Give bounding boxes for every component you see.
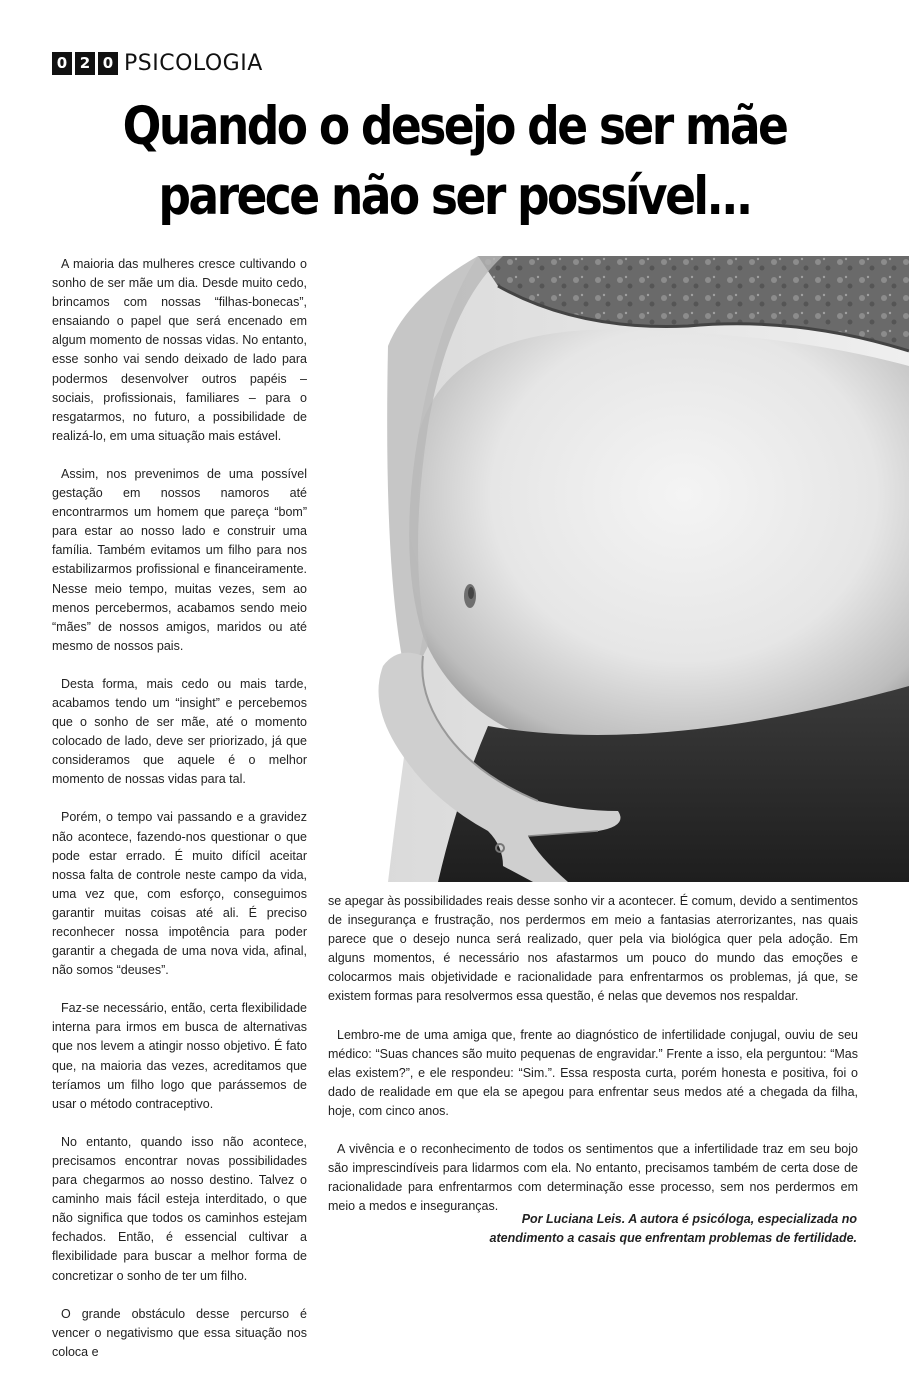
- paragraph: Porém, o tempo vai passando e a gravidez não acontece, fazendo-nos questionar o que pode estar errado. É muito difícil aceitar nossa falta de controle neste campo da vida, uma vez que, com esforço, conseguimos garantir muitas coisas até ali. É preciso reconhecer nossa impotência para poder garantir a chegada de uma nova vida, afinal, não somos “deuses”.: [52, 810, 307, 978]
- author-line-1: Por Luciana Leis. A autora é psicóloga, especializada no: [521, 1212, 857, 1226]
- right-column: [328, 892, 858, 1235]
- author-line-2: atendimento a casais que enfrentam problemas de fertilidade.: [489, 1231, 857, 1245]
- paragraph: Faz-se necessário, então, certa flexibilidade interna para irmos em busca de alternativas que nos levem a atingir nosso objetivo. É fato que, na maioria das vezes, acreditamos que teríamos um filho logo que parássemos de usar o método contraceptivo.: [52, 1001, 307, 1111]
- paragraph: No entanto, quando isso não acontece, precisamos encontrar novas possibilidades para chegarmos ao nosso destino. Talvez o caminho mais fácil esteja interditado, o que não significa que todos os caminhos estejam fechados. Então, é essencial cultivar a flexibilidade para buscar a melhor forma de concretizar o sonho de ter um filho.: [52, 1134, 307, 1283]
- title-line-2: parece não ser possível...: [158, 166, 751, 227]
- author-credit: [397, 1210, 857, 1248]
- left-column: [52, 255, 307, 1381]
- section-header: [52, 52, 263, 75]
- paragraph: Desta forma, mais cedo ou mais tarde, acabamos tendo um “insight” e percebemos que o sonho de ser mãe, até o momento colocado de lado, deve ser priorizado, já que consideramos que aquele é o melhor momento de nossas vidas para tal.: [52, 676, 307, 787]
- paragraph: Assim, nos prevenimos de uma possível gestação em nossos namoros até encontrarmos um homem que pareça “bom” para estar ao nosso lado e construir uma família. Também evitamos um filho para nos estabilizarmos profissional e financeiramente. Nesse meio tempo, muitas vezes, sem ao menos percebermos, acabamos sendo meio “mães” de nossos amigos, maridos ou até mesmo de nossos pais.: [52, 466, 307, 653]
- title-line-1: Quando o desejo de ser mãe: [122, 96, 787, 157]
- paragraph: A maioria das mulheres cresce cultivando o sonho de ser mãe um dia. Desde muito cedo, brincamos com nossas “filhas-bonecas”, ensaiando o papel que será encenado em algum momento de nossas vidas. No entanto, esse sonho vai sendo deixado de lado para podermos desenvolver outros papéis – sociais, profissionais, familiares – para o resgatarmos, no futuro, a possibilidade de realizá-lo, em uma situação mais estável.: [52, 257, 307, 443]
- page-number-digit: 2: [75, 52, 95, 75]
- paragraph: Lembro-me de uma amiga que, frente ao diagnóstico de infertilidade conjugal, ouviu de seu médico: “Suas chances são muito pequenas de engravidar.” Frente a isso, ela perguntou: “Mas elas existem?”, e ele respondeu: “Sim.”. Essa resposta curta, porém honesta e positiva, foi o dado de realidade em que ela se apegou para enfrentar seus medos até a chegada da filha, hoje, com cinco anos.: [328, 1027, 858, 1118]
- page-number-digit: 0: [98, 52, 118, 75]
- article-title: [64, 92, 846, 232]
- page-number-digit: 0: [52, 52, 72, 75]
- pregnant-belly-photo: [328, 256, 909, 882]
- section-label: PSICOLOGIA: [124, 51, 263, 76]
- paragraph: O grande obstáculo desse percurso é vencer o negativismo que essa situação nos coloca e: [52, 1306, 307, 1359]
- paragraph: se apegar às possibilidades reais desse sonho vir a acontecer. É comum, devido a sentimentos de insegurança e frustração, nos perdermos em meio a fantasias aterrorizantes, nas quais parece que o desejo nunca será realizado, quer pela via biológica quer pela adoção. Em alguns momentos, é necessário nos afastarmos um pouco do mundo das emoções e colocarmos mais objetividade e racionalidade para enfrentarmos os problemas, já que, se existem formas para resolvermos essa questão, é nelas que devemos nos respaldar.: [328, 894, 858, 1004]
- paragraph: A vivência e o reconhecimento de todos os sentimentos que a infertilidade traz em seu bojo são imprescindíveis para lidarmos com ela. No entanto, precisamos também de certa dose de racionalidade para enfrentarmos com determinação esse processo, sem nos perdermos em meio a medos e inseguranças.: [328, 1142, 858, 1214]
